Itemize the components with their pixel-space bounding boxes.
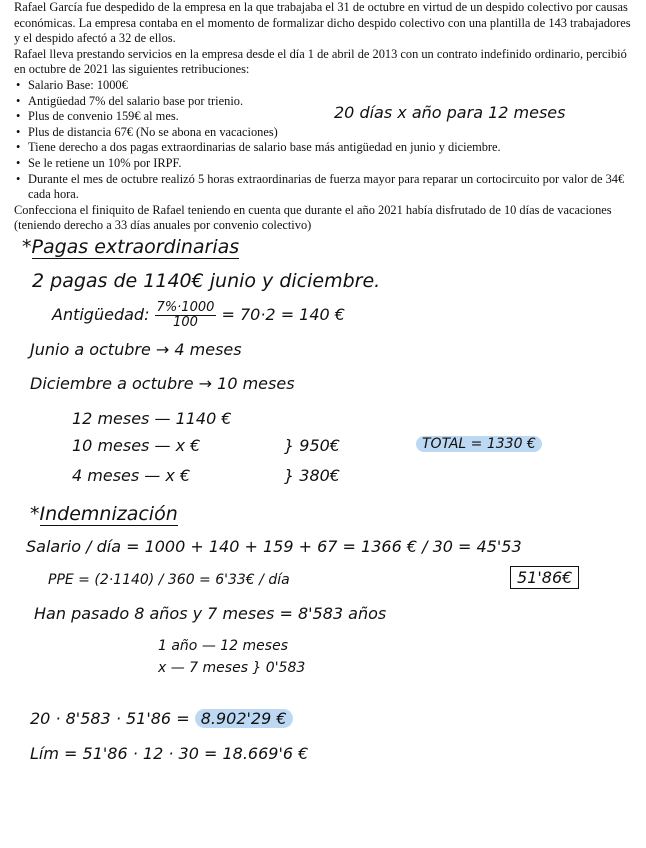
statement-paragraph-1: Rafael García fue despedido de la empresa en la que trabajaba el 31 de octubre en virtud de un despido colectivo por causas económicas. La empresa contaba en el momento de formalizar dicho despido colectivo con una plantilla de 143 trabajadores y el despido afectó a 32 de ellos. xyxy=(14,0,631,46)
antiguedad-anios-line: Han pasado 8 años y 7 meses = 8'583 años xyxy=(34,604,387,623)
rule-anio-2: x — 7 meses } 0'583 xyxy=(158,660,306,676)
margin-note: 20 días x año para 12 meses xyxy=(334,103,566,122)
total-pagas: TOTAL = 1330 € xyxy=(416,436,542,452)
antiguedad-calc: Antigüedad: $\frac{7\%\cdot 1000}{100}$ = 70·2 = 140 € xyxy=(52,300,345,330)
list-item: • Tiene derecho a dos pagas extraordinarias de salario base más antigüedad en junio y diciembre. xyxy=(28,140,634,156)
salario-dia-line: Salario / día = 1000 + 140 + 159 + 67 = 1366 € / 30 = 45'53 xyxy=(26,537,522,556)
statement-paragraph-3: Confecciona el finiquito de Rafael teniendo en cuenta que durante el año 2021 había disfrutado de 10 días de vacaciones (teniendo derecho a 33 días anuales por convenio colectivo) xyxy=(14,202,612,233)
boxed-daily-salary: 51'86€ xyxy=(510,568,579,587)
salary-items-list xyxy=(14,78,634,203)
rule-result-3: } 380€ xyxy=(284,466,340,485)
rule-line-1: 12 meses — 1140 € xyxy=(72,409,232,428)
rule-anio-1: 1 año — 12 meses xyxy=(158,638,288,654)
indemnizacion-calc: 20 · 8'583 · 51'86 = 8.902'29 € xyxy=(30,709,293,728)
list-item: • Plus de convenio 159€ al mes. xyxy=(28,109,634,125)
list-item: • Durante el mes de octubre realizó 5 horas extraordinarias de fuerza mayor para reparar un cortocircuito por valor de 34€ cada hora. xyxy=(28,172,634,203)
junio-line: Junio a octubre → 4 meses xyxy=(30,340,242,359)
section-title-indemnizacion: *Indemnización xyxy=(30,503,178,525)
limite-line: Lím = 51'86 · 12 · 30 = 18.669'6 € xyxy=(30,744,309,763)
list-item: • Se le retiene un 10% por IRPF. xyxy=(28,156,634,172)
diciembre-line: Diciembre a octubre → 10 meses xyxy=(30,374,295,393)
section-title-pagas: *Pagas extraordinarias xyxy=(22,236,240,258)
antiguedad-fraction: $\frac{7\%\cdot 1000}{100}$ xyxy=(156,300,215,330)
statement-paragraph-2: Rafael lleva prestando servicios en la empresa desde el día 1 de abril de 2013 con un contrato indefinido ordinario, percibió en octubre de 2021 las siguientes retribuciones: xyxy=(14,46,627,77)
pagas-line: 2 pagas de 1140€ junio y diciembre. xyxy=(32,270,381,292)
rule-line-2: 10 meses — x € xyxy=(72,436,201,455)
ppe-line: PPE = (2·1140) / 360 = 6'33€ / día xyxy=(48,572,290,588)
indemnizacion-result: 8.902'29 € xyxy=(195,709,293,728)
rule-line-3: 4 meses — x € xyxy=(72,466,191,485)
list-item: • Antigüedad 7% del salario base por trienio. xyxy=(28,94,634,110)
rule-result-2: } 950€ xyxy=(284,436,340,455)
list-item: • Plus de distancia 67€ (No se abona en vacaciones) xyxy=(28,125,634,141)
list-item: • Salario Base: 1000€ xyxy=(28,78,634,94)
